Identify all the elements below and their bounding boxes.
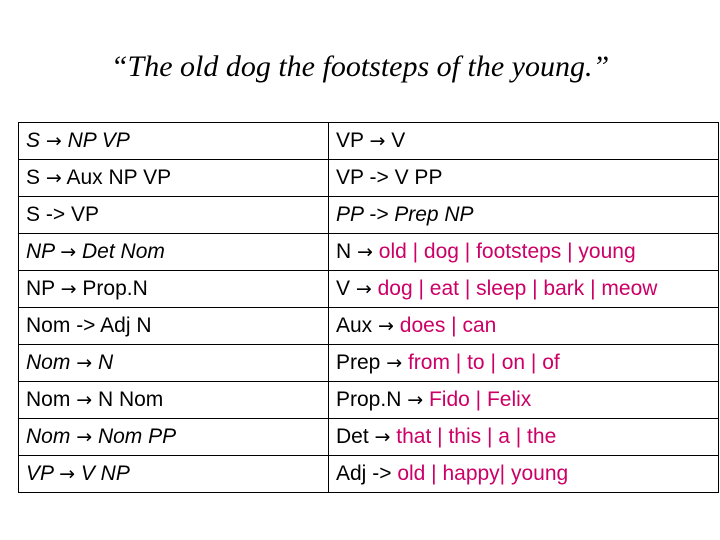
rule-arrow: -> (369, 166, 389, 189)
rule-lhs: S (26, 203, 41, 226)
rule-lhs: S (26, 129, 41, 152)
grammar-rule-row (19, 271, 719, 308)
grammar-rule-row (19, 234, 719, 271)
rule-rhs: Prep NP (394, 203, 474, 226)
rule-lhs: N (336, 240, 352, 263)
rule-arrow: → (59, 463, 75, 485)
rule-lhs: NP (26, 277, 55, 300)
right-rule-cell (329, 123, 719, 160)
rule-lhs: VP (336, 129, 364, 152)
rule-terminals: does | can (399, 314, 497, 337)
right-rule-cell (329, 197, 719, 234)
rule-lhs: Adj (336, 462, 367, 485)
rule-rhs: Prop.N (82, 277, 148, 300)
rule-arrow: -> (372, 462, 392, 485)
rule-arrow: -> (369, 203, 389, 226)
rule-lhs: Nom (26, 314, 71, 337)
grammar-rule-row (19, 456, 719, 493)
rule-terminals: dog | eat | sleep | bark | meow (377, 277, 658, 300)
right-rule-cell (329, 456, 719, 493)
rule-rhs: Adj N (100, 314, 152, 337)
right-rule-cell (329, 382, 719, 419)
rule-lhs: Nom (26, 388, 71, 411)
rule-rhs: V (391, 129, 406, 152)
rule-rhs: N Nom (97, 388, 164, 411)
rule-lhs: VP (26, 462, 54, 485)
grammar-rule-row (19, 123, 719, 160)
rule-arrow: → (45, 167, 62, 189)
rule-lhs: Prop.N (336, 388, 402, 411)
rule-rhs: VP (70, 203, 99, 226)
rule-terminals: Fido | Felix (428, 388, 532, 411)
rule-arrow: → (60, 278, 77, 300)
grammar-rule-row (19, 197, 719, 234)
right-rule-cell (329, 160, 719, 197)
rule-terminals: from | to | on | of (407, 351, 560, 374)
grammar-rule-row (19, 419, 719, 456)
rule-arrow: → (357, 241, 373, 263)
rule-lhs: NP (26, 240, 55, 263)
rule-arrow: → (374, 426, 391, 448)
slide-title: “The old dog the footsteps of the young.” (110, 50, 610, 83)
right-rule-cell (329, 345, 719, 382)
rule-arrow: → (378, 315, 394, 337)
rule-terminals: old | dog | footsteps | young (378, 240, 636, 263)
rule-lhs: VP (336, 166, 364, 189)
rule-arrow: → (355, 278, 372, 300)
rule-arrow: → (76, 389, 93, 411)
rule-arrow: → (386, 352, 403, 374)
grammar-rule-row (19, 160, 719, 197)
rule-lhs: Det (336, 425, 369, 448)
rule-rhs: N (97, 351, 114, 374)
left-rule-cell (19, 123, 329, 160)
left-rule-cell (19, 271, 329, 308)
grammar-rule-row (19, 345, 719, 382)
rule-lhs: Prep (336, 351, 381, 374)
rule-rhs: Aux NP VP (66, 166, 172, 189)
rule-arrow: → (76, 352, 93, 374)
rule-arrow: → (369, 130, 386, 152)
rule-rhs: Nom PP (97, 425, 177, 448)
rule-arrow: → (76, 426, 93, 448)
left-rule-cell (19, 308, 329, 345)
grammar-rule-row (19, 382, 719, 419)
left-rule-cell (19, 419, 329, 456)
rule-rhs: V NP (80, 462, 130, 485)
rule-lhs: Nom (26, 425, 71, 448)
rule-terminals: that | this | a | the (396, 425, 557, 448)
right-rule-cell (329, 271, 719, 308)
rule-arrow: → (407, 389, 424, 411)
rule-rhs: NP VP (67, 129, 130, 152)
rule-lhs: Nom (26, 351, 71, 374)
right-rule-cell (329, 419, 719, 456)
rule-arrow: → (60, 241, 77, 263)
left-rule-cell (19, 345, 329, 382)
left-rule-cell (19, 382, 329, 419)
rule-arrow: -> (45, 203, 66, 226)
grammar-rule-row (19, 308, 719, 345)
rule-arrow: -> (76, 314, 96, 337)
rule-lhs: PP (336, 203, 364, 226)
right-rule-cell (329, 234, 719, 271)
rule-terminals: old | happy| young (397, 462, 569, 485)
grammar-rules-table (18, 122, 719, 493)
left-rule-cell (19, 197, 329, 234)
rule-rhs: V PP (394, 166, 443, 189)
right-rule-cell (329, 308, 719, 345)
rule-arrow: → (45, 130, 62, 152)
rule-rhs: Det Nom (82, 240, 165, 263)
left-rule-cell (19, 160, 329, 197)
rule-lhs: V (336, 277, 351, 300)
rule-lhs: S (26, 166, 41, 189)
left-rule-cell (19, 456, 329, 493)
rule-lhs: Aux (336, 314, 373, 337)
left-rule-cell (19, 234, 329, 271)
